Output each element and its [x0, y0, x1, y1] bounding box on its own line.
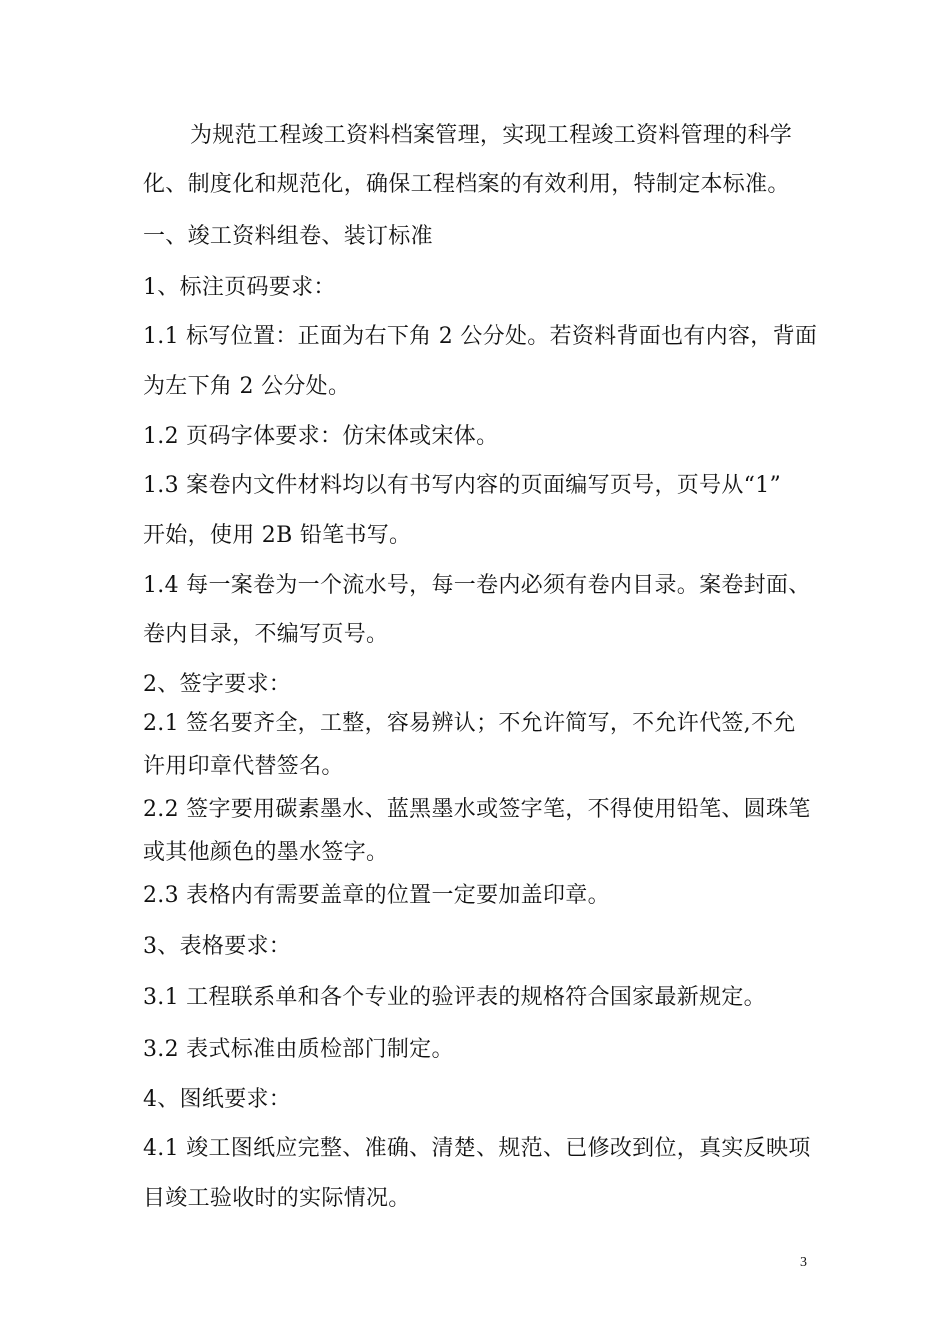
subsection-heading-2: 2、签字要求：	[143, 672, 292, 697]
item-1-1-line-1: 1.1 标写位置：正面为右下角 2 公分处。若资料背面也有内容，背面	[143, 324, 818, 349]
item-2-2-line-2: 或其他颜色的墨水签字。	[143, 840, 389, 865]
intro-paragraph-line-1: 为规范工程竣工资料档案管理，实现工程竣工资料管理的科学	[190, 123, 793, 148]
item-1-4-line-2: 卷内目录，不编写页号。	[143, 622, 389, 647]
item-4-1-line-1: 4.1 竣工图纸应完整、准确、清楚、规范、已修改到位，真实反映项	[143, 1136, 811, 1161]
item-3-1: 3.1 工程联系单和各个专业的验评表的规格符合国家最新规定。	[143, 985, 766, 1010]
intro-paragraph-line-2: 化、制度化和规范化，确保工程档案的有效利用，特制定本标准。	[143, 172, 790, 197]
item-2-2-line-1: 2.2 签字要用碳素墨水、蓝黑墨水或签字笔，不得使用铅笔、圆珠笔	[143, 797, 811, 822]
subsection-heading-3: 3、表格要求：	[143, 934, 292, 959]
item-1-3-line-2: 开始，使用 2B 铅笔书写。	[143, 523, 412, 548]
item-1-1-line-2: 为左下角 2 公分处。	[143, 374, 351, 399]
section-heading-1: 一、竣工资料组卷、装订标准	[143, 224, 433, 249]
page-number: 3	[800, 1255, 807, 1270]
item-4-1-line-2: 目竣工验收时的实际情况。	[143, 1186, 411, 1211]
item-3-2: 3.2 表式标准由质检部门制定。	[143, 1037, 454, 1062]
item-2-1-line-1: 2.1 签名要齐全，工整，容易辨认；不允许简写，不允许代签,不允	[143, 711, 796, 736]
item-1-3-line-1: 1.3 案卷内文件材料均以有书写内容的页面编写页号，页号从“1”	[143, 473, 782, 498]
subsection-heading-1: 1、标注页码要求：	[143, 275, 336, 300]
subsection-heading-4: 4、图纸要求：	[143, 1087, 292, 1112]
item-2-3: 2.3 表格内有需要盖章的位置一定要加盖印章。	[143, 883, 610, 908]
item-2-1-line-2: 许用印章代替签名。	[143, 754, 344, 779]
item-1-2: 1.2 页码字体要求：仿宋体或宋体。	[143, 424, 499, 449]
item-1-4-line-1: 1.4 每一案卷为一个流水号，每一卷内必须有卷内目录。案卷封面、	[143, 573, 811, 598]
